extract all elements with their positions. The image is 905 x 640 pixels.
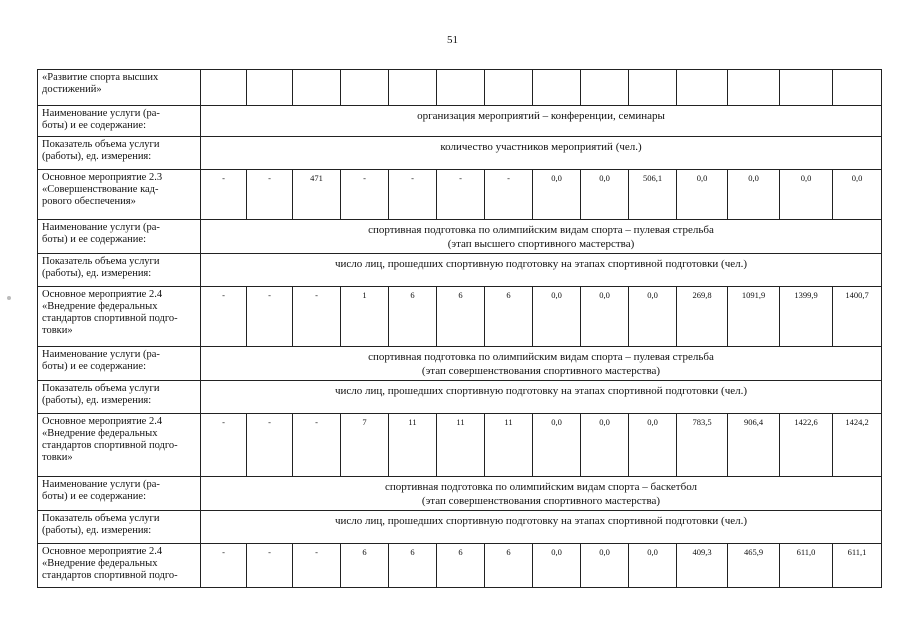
event-label-line: товки» (42, 452, 73, 463)
page-number: 51 (447, 34, 458, 46)
indicator-label (38, 137, 201, 170)
event-row (38, 170, 882, 220)
value-cell: 11 (485, 414, 533, 477)
program-row (38, 70, 882, 106)
value-cell: - (247, 544, 293, 588)
value-cell: 611,0 (780, 544, 833, 588)
service-name-label (38, 477, 201, 511)
value-cell: - (247, 287, 293, 347)
value-cell: - (201, 170, 247, 220)
service-name-value-line: организация мероприятий – конференции, семинары (417, 110, 665, 122)
service-name-value-line: спортивная подготовка по олимпийским видам спорта – баскетбол (384, 481, 698, 493)
indicator-label (38, 381, 201, 414)
indicator-label-line: (работы), ед. измерения: (42, 268, 152, 279)
indicator-label-line: Показатель объема услуги (42, 139, 160, 150)
empty-cell (485, 70, 533, 106)
value-cell: 0,0 (533, 414, 581, 477)
program-title-line: «Развитие спорта высших (42, 72, 159, 83)
program-title-line: достижений» (42, 84, 102, 95)
indicator-label-line: Показатель объема услуги (42, 513, 160, 524)
value-cell: 11 (437, 414, 485, 477)
event-label-line: «Внедрение федеральных (42, 558, 158, 569)
service-name-value-line: (этап высшего спортивного мастерства) (447, 238, 635, 250)
event-label (38, 170, 201, 220)
indicator-row (38, 254, 882, 287)
indicators-table (37, 69, 882, 588)
value-cell: 7 (341, 414, 389, 477)
service-name-label-line: боты) и ее содержание: (42, 491, 147, 502)
value-cell: 1399,9 (780, 287, 833, 347)
service-name-label-line: Наименование услуги (ра- (42, 349, 160, 360)
value-cell: - (485, 170, 533, 220)
value-cell: 783,5 (677, 414, 728, 477)
indicator-row (38, 511, 882, 544)
indicator-label (38, 511, 201, 544)
indicator-value: количество участников мероприятий (чел.) (201, 137, 882, 170)
value-cell: - (201, 544, 247, 588)
value-cell: 6 (437, 544, 485, 588)
service-name-value (201, 220, 882, 254)
program-title (38, 70, 201, 106)
value-cell: 6 (389, 544, 437, 588)
event-row (38, 287, 882, 347)
service-name-label-line: боты) и ее содержание: (42, 361, 147, 372)
value-cell: 0,0 (581, 414, 629, 477)
event-label-line: стандартов спортивной подго- (42, 313, 178, 324)
value-cell: 0,0 (533, 544, 581, 588)
service-name-label (38, 347, 201, 381)
value-cell: 6 (437, 287, 485, 347)
value-cell: - (201, 287, 247, 347)
event-label (38, 544, 201, 588)
empty-cell (677, 70, 728, 106)
event-label-line: товки» (42, 325, 73, 336)
empty-cell (533, 70, 581, 106)
value-cell: 0,0 (533, 287, 581, 347)
value-cell: 0,0 (728, 170, 780, 220)
service-name-label-line: Наименование услуги (ра- (42, 222, 160, 233)
value-cell: 1422,6 (780, 414, 833, 477)
value-cell: 409,3 (677, 544, 728, 588)
value-cell: 1400,7 (833, 287, 882, 347)
event-label-line: Основное мероприятие 2.4 (42, 416, 163, 427)
service-name-label (38, 106, 201, 137)
value-cell: 0,0 (581, 170, 629, 220)
service-name-label-line: Наименование услуги (ра- (42, 108, 160, 119)
value-cell: - (293, 414, 341, 477)
service-name-value (201, 347, 882, 381)
value-cell: - (247, 414, 293, 477)
empty-cell (728, 70, 780, 106)
value-cell: 6 (485, 544, 533, 588)
value-cell: 0,0 (533, 170, 581, 220)
value-cell: 1 (341, 287, 389, 347)
event-label-line: Основное мероприятие 2.3 (42, 172, 163, 183)
value-cell: 465,9 (728, 544, 780, 588)
indicator-label-line: (работы), ед. измерения: (42, 525, 152, 536)
indicator-label (38, 254, 201, 287)
value-cell: 0,0 (629, 414, 677, 477)
value-cell: 6 (389, 287, 437, 347)
empty-cell (247, 70, 293, 106)
empty-cell (833, 70, 882, 106)
event-label-line: Основное мероприятие 2.4 (42, 289, 163, 300)
value-cell: 0,0 (581, 544, 629, 588)
table-body (38, 70, 882, 588)
value-cell: - (389, 170, 437, 220)
service-name-row (38, 347, 882, 381)
empty-cell (341, 70, 389, 106)
value-cell: 506,1 (629, 170, 677, 220)
event-row (38, 544, 882, 588)
service-name-row (38, 106, 882, 137)
value-cell: 611,1 (833, 544, 882, 588)
value-cell: - (293, 287, 341, 347)
value-cell: 11 (389, 414, 437, 477)
event-label (38, 414, 201, 477)
service-name-label-line: боты) и ее содержание: (42, 234, 147, 245)
service-name-row (38, 477, 882, 511)
event-label (38, 287, 201, 347)
value-cell: 269,8 (677, 287, 728, 347)
value-cell: 0,0 (677, 170, 728, 220)
empty-cell (780, 70, 833, 106)
value-cell: - (293, 544, 341, 588)
indicator-row (38, 381, 882, 414)
value-cell: 1424,2 (833, 414, 882, 477)
value-cell: 471 (293, 170, 341, 220)
event-label-line: «Совершенствование кад- (42, 184, 159, 195)
indicator-value: число лиц, прошедших спортивную подготовку на этапах спортивной подготовки (чел.) (201, 254, 882, 287)
service-name-label-line: Наименование услуги (ра- (42, 479, 160, 490)
event-label-line: стандартов спортивной подго- (42, 440, 178, 451)
empty-cell (581, 70, 629, 106)
service-name-row (38, 220, 882, 254)
service-name-value-line: (этап совершенствования спортивного мастерства) (421, 365, 661, 377)
value-cell: 6 (341, 544, 389, 588)
value-cell: 6 (485, 287, 533, 347)
value-cell: 0,0 (629, 287, 677, 347)
indicator-label-line: (работы), ед. измерения: (42, 151, 152, 162)
event-label-line: рового обеспечения» (42, 196, 136, 207)
service-name-label-line: боты) и ее содержание: (42, 120, 147, 131)
event-label-line: «Внедрение федеральных (42, 428, 158, 439)
service-name-label (38, 220, 201, 254)
indicator-value: число лиц, прошедших спортивную подготовку на этапах спортивной подготовки (чел.) (201, 381, 882, 414)
value-cell: 0,0 (780, 170, 833, 220)
event-label-line: стандартов спортивной подго- (42, 570, 178, 581)
value-cell: - (437, 170, 485, 220)
event-row (38, 414, 882, 477)
value-cell: 0,0 (833, 170, 882, 220)
indicator-label-line: Показатель объема услуги (42, 256, 160, 267)
value-cell: - (341, 170, 389, 220)
event-label-line: «Внедрение федеральных (42, 301, 158, 312)
event-label-line: Основное мероприятие 2.4 (42, 546, 163, 557)
value-cell: 0,0 (581, 287, 629, 347)
value-cell: 0,0 (629, 544, 677, 588)
service-name-value-line: спортивная подготовка по олимпийским видам спорта – пулевая стрельба (368, 224, 714, 236)
service-name-value-line: спортивная подготовка по олимпийским видам спорта – пулевая стрельба (368, 351, 714, 363)
scan-mark (7, 296, 11, 300)
service-name-value (201, 106, 882, 137)
value-cell: 906,4 (728, 414, 780, 477)
empty-cell (293, 70, 341, 106)
service-name-value (201, 477, 882, 511)
value-cell: - (201, 414, 247, 477)
value-cell: - (247, 170, 293, 220)
empty-cell (201, 70, 247, 106)
indicator-label-line: (работы), ед. измерения: (42, 395, 152, 406)
empty-cell (389, 70, 437, 106)
empty-cell (437, 70, 485, 106)
service-name-value-line: (этап совершенствования спортивного мастерства) (421, 495, 661, 507)
indicator-label-line: Показатель объема услуги (42, 383, 160, 394)
empty-cell (629, 70, 677, 106)
indicator-value: число лиц, прошедших спортивную подготовку на этапах спортивной подготовки (чел.) (201, 511, 882, 544)
indicator-row (38, 137, 882, 170)
value-cell: 1091,9 (728, 287, 780, 347)
